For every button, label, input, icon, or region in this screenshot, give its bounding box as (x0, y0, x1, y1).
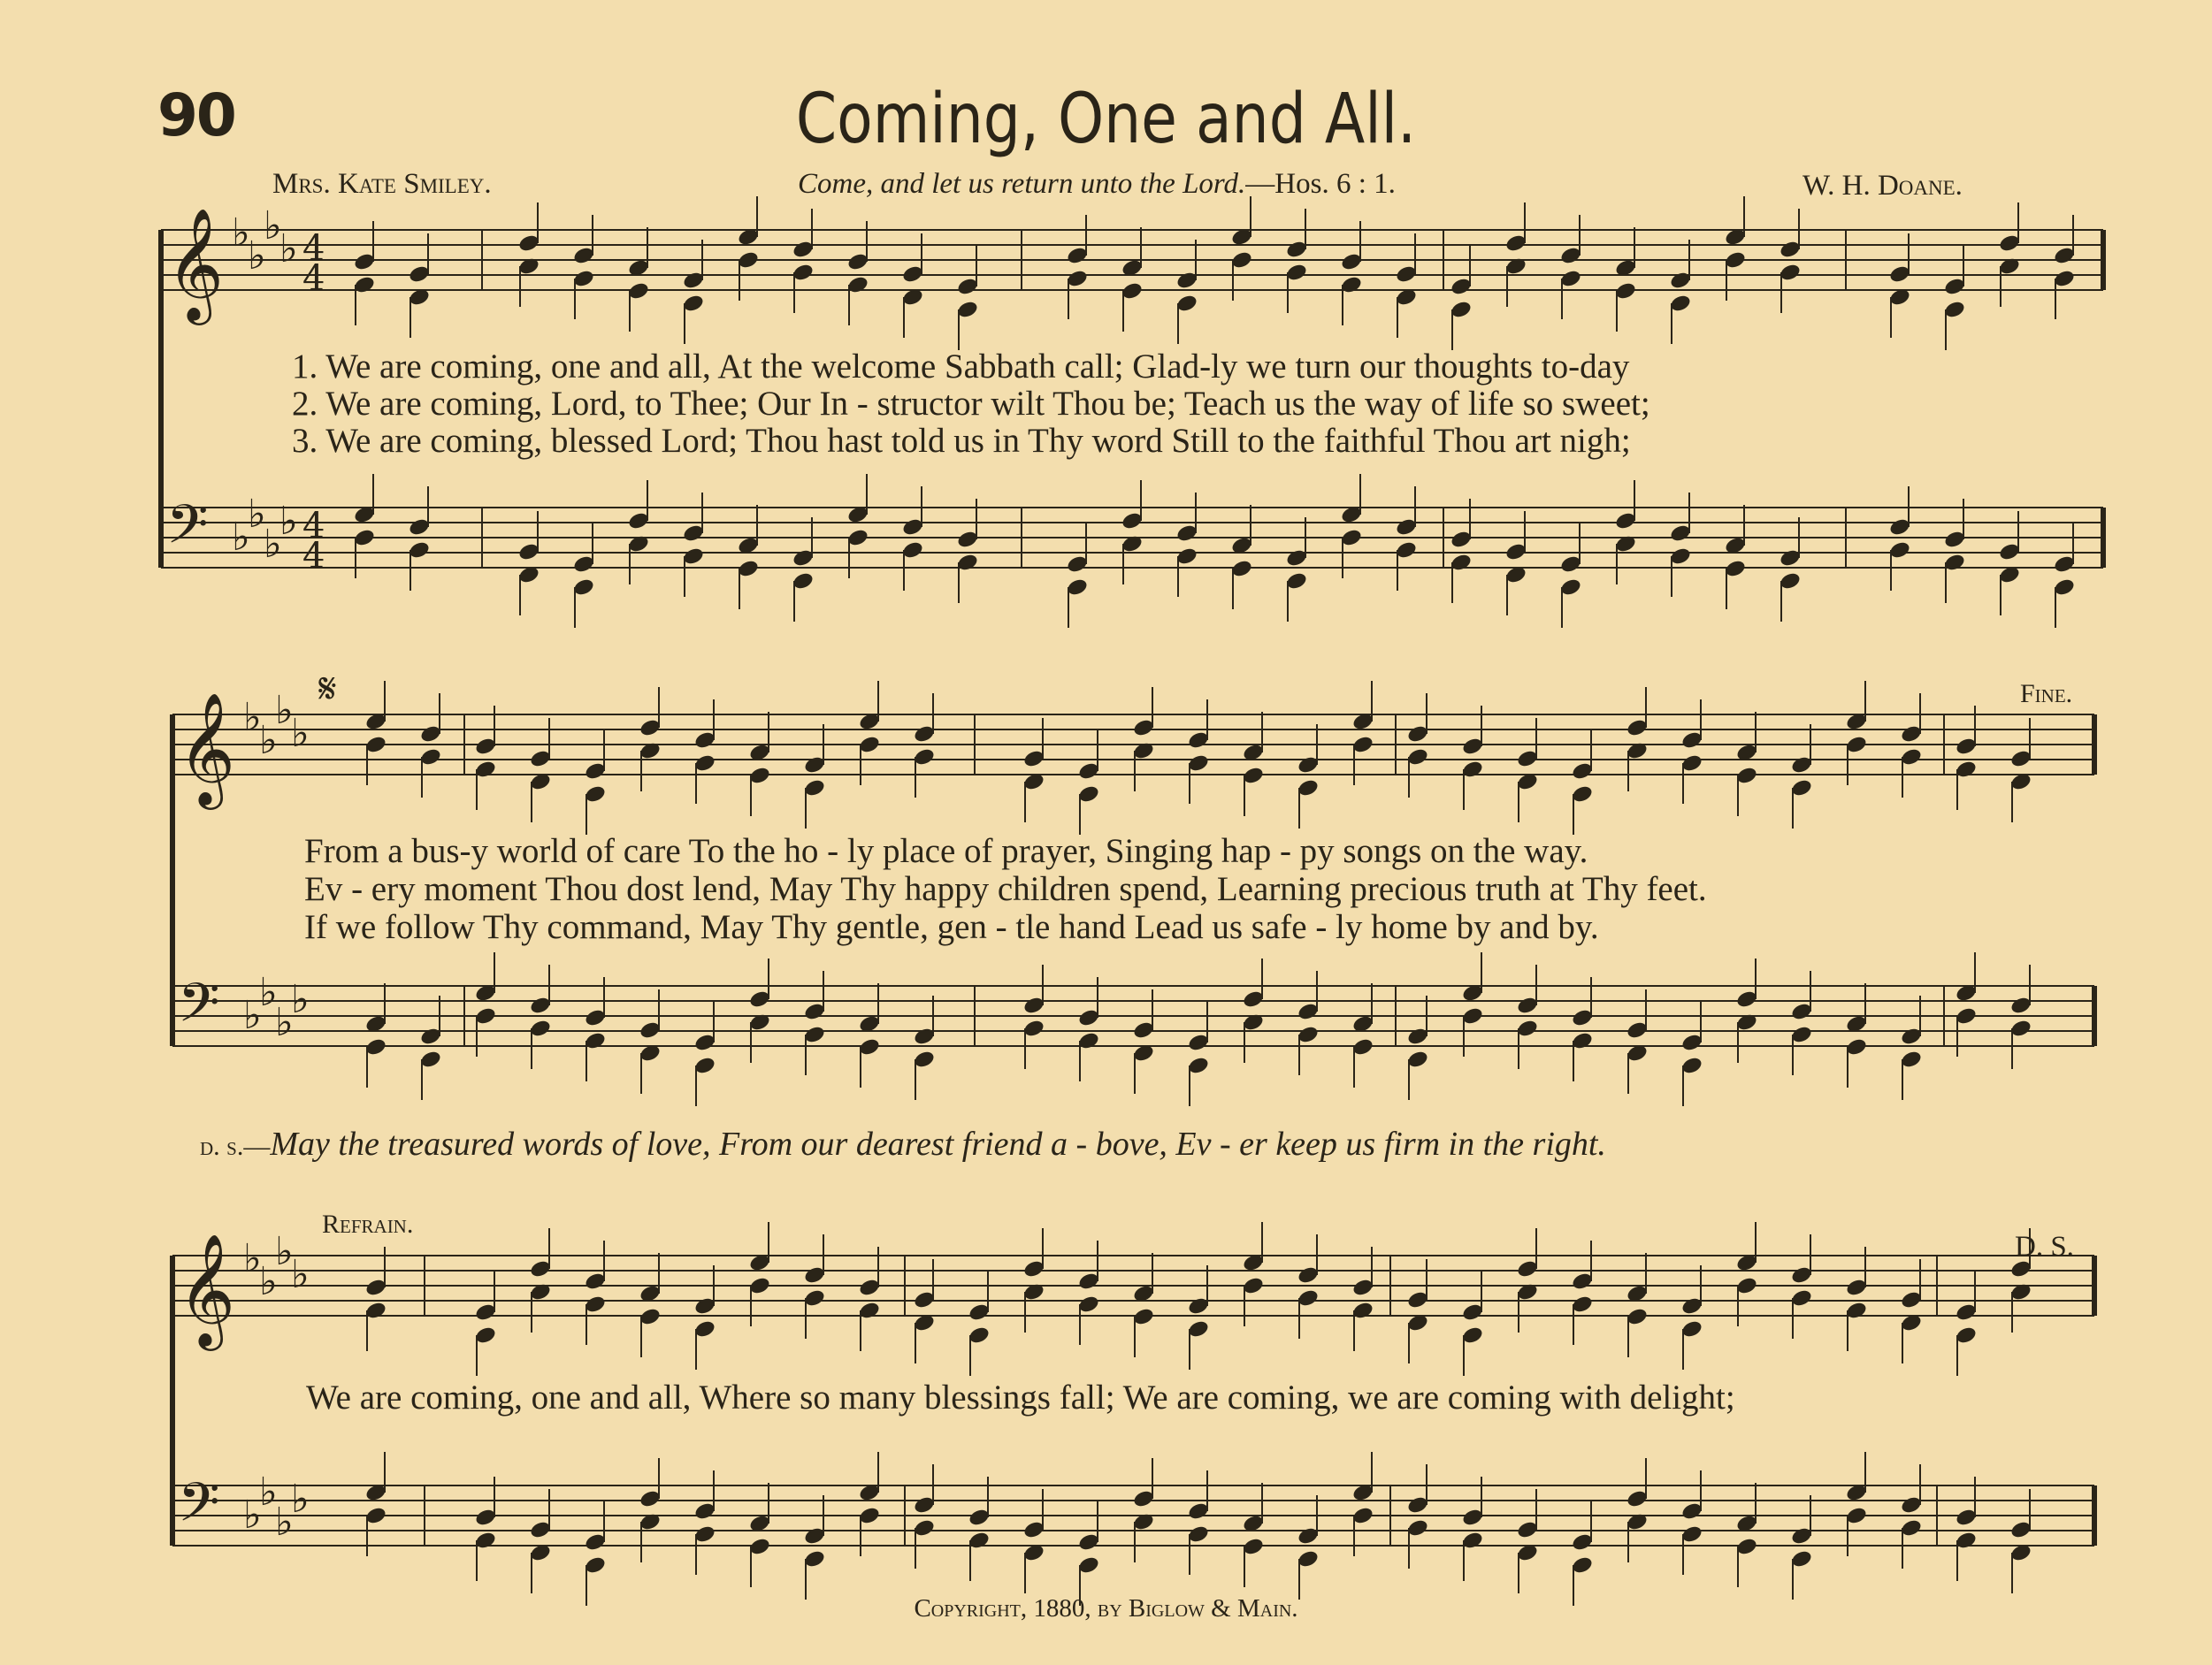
time-signature-numerator: 4 (302, 228, 325, 269)
verse-2-line-a: 2. We are coming, Lord, to Thee; Our In - structor wilt Thou be; Teach us the way of life so sweet; (292, 385, 1650, 423)
flat-sign: ♭ (248, 233, 266, 279)
flat-sign: ♭ (275, 688, 294, 733)
scripture-text: Come, and let us return unto the Lord. (798, 168, 1246, 200)
scripture-reference: —Hos. 6 : 1. (1245, 168, 1396, 200)
time-signature-denominator: 4 (302, 258, 325, 299)
flat-sign: ♭ (259, 970, 278, 1015)
time-signature-denominator: 4 (302, 536, 325, 577)
flat-sign: ♭ (259, 718, 278, 763)
flat-sign: ♭ (232, 515, 250, 560)
segno-sign: 𝄋 (318, 666, 337, 713)
composer-credit: W. H. Doane. (1803, 170, 1963, 202)
refrain-lyric-line: We are coming, one and all, Where so many blessings fall; We are coming, we are coming with delight; (306, 1379, 1735, 1417)
verse-2-line-b: Ev - ery moment Thou dost lend, May Thy happy children spend, Learning precious truth at Thy feet. (304, 870, 1707, 908)
flat-sign: ♭ (291, 1477, 310, 1522)
flat-sign: ♭ (243, 695, 262, 740)
flat-sign: ♭ (279, 499, 298, 544)
fine-marking: Fine. (2020, 679, 2073, 708)
flat-sign: ♭ (243, 993, 262, 1038)
copyright-notice: Copyright, 1880, by Biglow & Main. (914, 1594, 1298, 1623)
flat-sign: ♭ (291, 1252, 310, 1297)
verse-3-line-a: 3. We are coming, blessed Lord; Thou hast told us in Thy word Still to the faithful Thou art nigh; (292, 422, 1631, 460)
lyricist-credit: Mrs. Kate Smiley. (272, 168, 492, 200)
refrain-label: Refrain. (322, 1210, 414, 1239)
flat-sign: ♭ (248, 492, 266, 537)
ds-lyric: May the treasured words of love, From our dearest friend a - bove, Ev - er keep us firm in the right. (270, 1126, 1606, 1163)
bass-clef: 𝄢 (178, 1471, 220, 1547)
time-signature-numerator: 4 (302, 506, 325, 546)
flat-sign: ♭ (291, 977, 310, 1022)
verse-3-line-b: If we follow Thy command, May Thy gentle, gen - tle hand Lead us safe - ly home by and by. (304, 908, 1599, 946)
flat-sign: ♭ (275, 1500, 294, 1545)
verse-1-line-b: From a bus-y world of care To the ho - ly place of prayer, Singing hap - py songs on the way. (304, 832, 1588, 870)
flat-sign: ♭ (275, 1000, 294, 1045)
treble-clef: 𝄞 (178, 1233, 236, 1346)
ds-label: d. s.— (200, 1132, 271, 1161)
flat-sign: ♭ (243, 1493, 262, 1538)
flat-sign: ♭ (259, 1470, 278, 1515)
hymn-number: 90 (157, 81, 235, 149)
hymn-title: Coming, One and All. (795, 80, 1417, 159)
flat-sign: ♭ (264, 203, 282, 248)
flat-sign: ♭ (264, 522, 282, 567)
bass-clef: 𝄢 (166, 493, 209, 569)
treble-clef: 𝄞 (178, 691, 236, 805)
verse-1-line-a: 1. We are coming, one and all, At the welcome Sabbath call; Glad-ly we turn our thoughts to-day (292, 348, 1630, 386)
ds-marking: D. S. (2015, 1231, 2074, 1263)
dal-segno-text (200, 1125, 1606, 1164)
flat-sign: ♭ (259, 1259, 278, 1304)
flat-sign: ♭ (232, 210, 250, 256)
flat-sign: ♭ (279, 226, 298, 271)
flat-sign: ♭ (243, 1236, 262, 1281)
treble-clef: 𝄞 (166, 207, 225, 320)
flat-sign: ♭ (291, 711, 310, 756)
bass-clef: 𝄢 (178, 972, 220, 1048)
flat-sign: ♭ (275, 1229, 294, 1274)
